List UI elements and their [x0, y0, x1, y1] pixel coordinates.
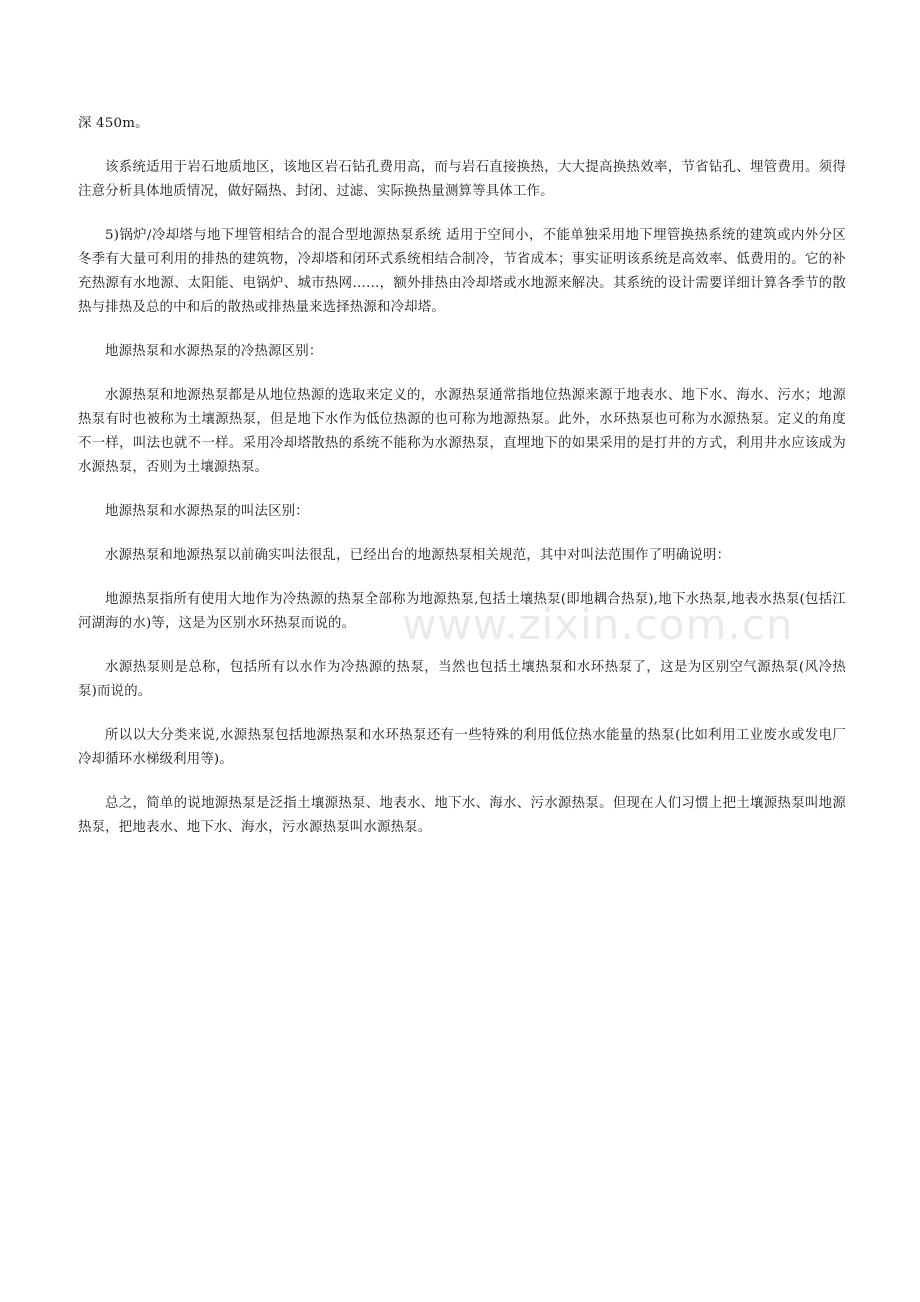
- paragraph-summary: 总之，简单的说地源热泵是泛指土壤源热泵、地表水、地下水、海水、污水源热泵。但现在人们习惯上把土壤源热泵叫地源热泵，把地表水、地下水、海水，污水源热泵叫水源热泵。: [78, 796, 846, 835]
- heading-source-difference: 地源热泵和水源热泵的冷热源区别：: [105, 344, 323, 359]
- paragraph-ground-source-definition: 地源热泵指所有使用大地作为冷热源的热泵全部称为地源热泵,包括土壤热泵(即地耦合热泵),地下水热泵,地表水热泵(包括江河湖海的水)等，这是为区别水环热泵而说的。: [78, 592, 846, 631]
- paragraph-classification: 所以以大分类来说,水源热泵包括地源热泵和水环热泵还有一些特殊的利用低位热水能量的热泵(比如利用工业废水或发电厂冷却循环水梯级利用等)。: [78, 728, 846, 767]
- paragraph-rock-system: 该系统适用于岩石地质地区，该地区岩石钻孔费用高，而与岩石直接换热，大大提高换热效率，节省钻孔、埋管费用。须得注意分析具体地质情况，做好隔热、封闭、过滤、实际换热量测算等具体工作。: [78, 160, 846, 199]
- paragraph-continuation: 深 450m。: [78, 116, 149, 131]
- heading-naming-difference: 地源热泵和水源热泵的叫法区别：: [105, 504, 309, 519]
- watermark-text: www.zixin.com.cn: [402, 600, 794, 649]
- paragraph-source-definition: 水源热泵和地源热泵都是从地位热源的选取来定义的，水源热泵通常指地位热源来源于地表水、地下水、海水、污水；地源热泵有时也被称为土壤源热泵，但是地下水作为低位热源的也可称为地源热泵。此外，水环热泵也可称为水源热泵。定义的角度不一样，叫法也就不一样。采用冷却塔散热的系统不能称为水源热泵，直埋地下的如果采用的是打井的方式，利用井水应该成为水源热泵，否则为土壤源热泵。: [78, 388, 846, 475]
- paragraph-hybrid-system: 5)锅炉/冷却塔与地下埋管相结合的混合型地源热泵系统 适用于空间小，不能单独采用地下埋管换热系统的建筑或内外分区冬季有大量可利用的排热的建筑物，冷却塔和闭环式系统相结合制冷，节省成本；事实证明该系统是高效率、低费用的。它的补充热源有水地源、太阳能、电锅炉、城市热网……，额外排热由冷却塔或水地源来解决。其系统的设计需要详细计算各季节的散热与排热及总的中和后的散热或排热量来选择热源和冷却塔。: [78, 228, 846, 315]
- document-body: [78, 112, 846, 860]
- paragraph-water-source-definition: 水源热泵则是总称，包括所有以水作为冷热源的热泵，当然也包括土壤热泵和水环热泵了，这是为区别空气源热泵(风冷热泵)而说的。: [78, 660, 846, 699]
- paragraph-naming-history: 水源热泵和地源热泵以前确实叫法很乱，已经出台的地源热泵相关规范，其中对叫法范围作了明确说明：: [105, 548, 731, 563]
